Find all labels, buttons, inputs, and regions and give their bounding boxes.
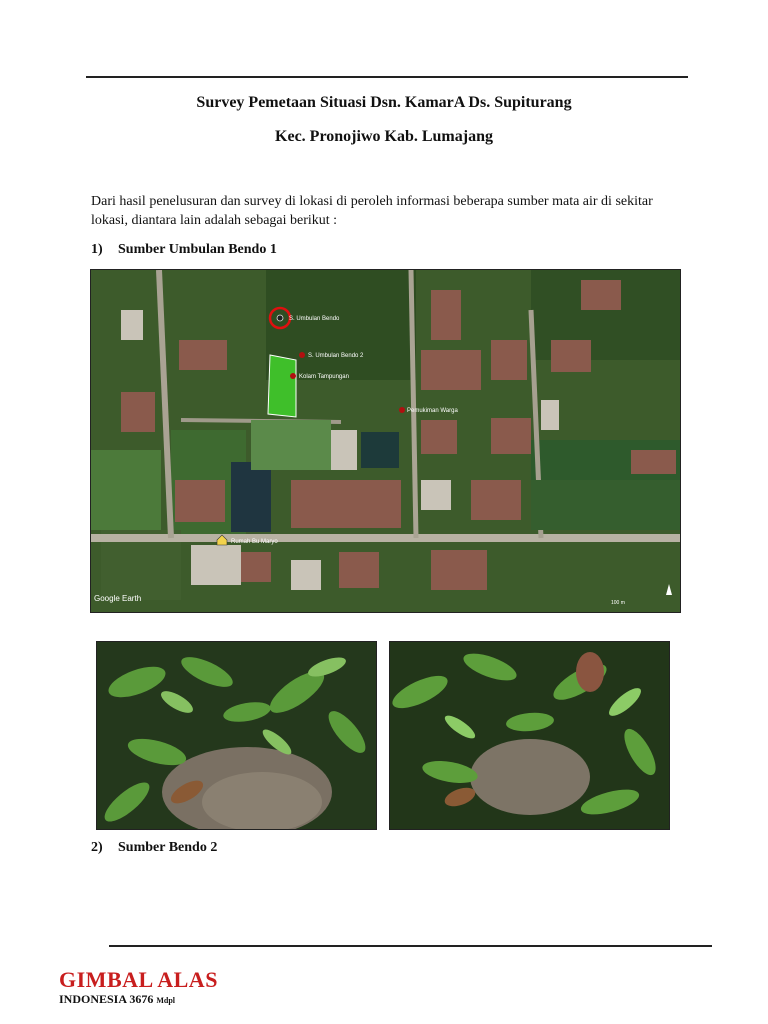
google-earth-watermark: Google Earth [94, 594, 142, 603]
logo-sub-text [59, 992, 218, 1008]
map-label-rumah-warga: Pemukiman Warga [407, 408, 458, 414]
logo-sub-label: INDONESIA 3676 [59, 992, 154, 1006]
page-subtitle: Kec. Pronojiwo Kab. Lumajang [275, 128, 493, 145]
section-heading-1 [91, 242, 277, 258]
section-number: 1) [91, 242, 103, 257]
map-label-rumah-ibu: Rumah Bu Maryo [231, 539, 278, 545]
map-canvas [91, 270, 680, 612]
logo-unit: Mdpl [156, 996, 176, 1005]
section-title: Sumber Umbulan Bendo 1 [118, 242, 277, 257]
photo-canvas [97, 642, 376, 829]
section-heading-2 [91, 840, 217, 856]
footer-logo [59, 968, 218, 1008]
section-number: 2) [91, 840, 103, 855]
satellite-map [90, 269, 681, 613]
map-label-umbulan-bendo: S. Umbulan Bendo [289, 316, 340, 322]
logo-main-text: GIMBAL ALAS [59, 967, 218, 992]
header-rule [86, 76, 688, 78]
map-scale: 100 m [611, 600, 625, 606]
page-title: Survey Pemetaan Situasi Dsn. KamarA Ds. Supiturang [196, 94, 572, 111]
section-title: Sumber Bendo 2 [118, 840, 218, 855]
map-label-kolam: Kolam Tampungan [299, 374, 349, 380]
map-label-umbulan-bendo-2: S. Umbulan Bendo 2 [308, 353, 364, 359]
photo-canvas [390, 642, 669, 829]
intro-paragraph: Dari hasil penelusuran dan survey di lokasi di peroleh informasi beberapa sumber mata air di sekitar lokasi, diantara lain adalah sebagai berikut : [91, 194, 653, 228]
spring-photo-1 [96, 641, 377, 830]
footer-rule [109, 945, 712, 947]
spring-photo-2 [389, 641, 670, 830]
